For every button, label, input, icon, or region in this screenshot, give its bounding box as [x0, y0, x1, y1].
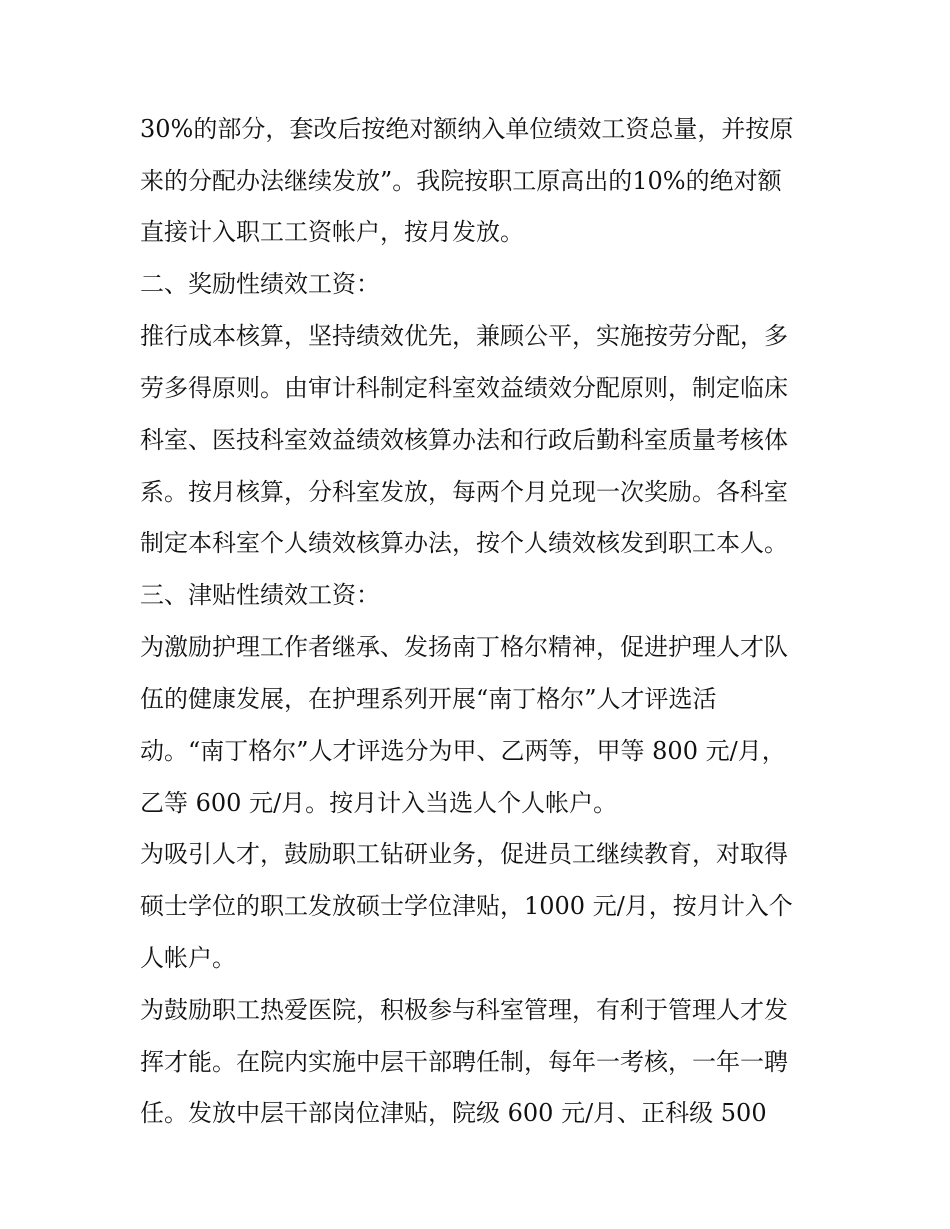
text-line: 人帐户。 — [140, 944, 236, 972]
text-line: 为鼓励职工热爱医院，积极参与科室管理，有利于管理人才发 — [140, 996, 788, 1024]
text-line: 硕士学位的职工发放硕士学位津贴，1000 元/月，按月计入个 — [140, 892, 793, 920]
text-line: 来的分配办法继续发放”。我院按职工原高出的10%的绝对额 — [140, 167, 782, 195]
text-line: 系。按月核算，分科室发放，每两个月兑现一次奖励。各科室 — [140, 478, 788, 506]
text-line: 劳多得原则。由审计科制定科室效益绩效分配原则，制定临床 — [140, 374, 788, 402]
text-line: 30%的部分，套改后按绝对额纳入单位绩效工资总量，并按原 — [140, 115, 794, 143]
text-line: 为吸引人才，鼓励职工钻研业务，促进员工继续教育，对取得 — [140, 840, 788, 868]
text-line: 科室、医技科室效益绩效核算办法和行政后勤科室质量考核体 — [140, 426, 788, 454]
text-line: 直接计入职工工资帐户，按月发放。 — [140, 218, 524, 246]
text-line: 伍的健康发展，在护理系列开展“南丁格尔”人才评选活 — [140, 685, 717, 713]
text-line: 制定本科室个人绩效核算办法，按个人绩效核发到职工本人。 — [140, 529, 788, 557]
text-line: 推行成本核算，坚持绩效优先，兼顾公平，实施按劳分配，多 — [140, 322, 788, 350]
text-line: 乙等 600 元/月。按月计入当选人个人帐户。 — [140, 789, 618, 817]
section-heading: 二、奖励性绩效工资： — [140, 270, 380, 298]
section-heading: 三、津贴性绩效工资： — [140, 581, 380, 609]
text-line: 任。发放中层干部岗位津贴，院级 600 元/月、正科级 500 — [140, 1099, 767, 1127]
text-line: 为激励护理工作者继承、发扬南丁格尔精神，促进护理人才队 — [140, 633, 788, 661]
text-line: 动。“南丁格尔”人才评选分为甲、乙两等，甲等 800 元/月， — [140, 737, 786, 765]
text-line: 挥才能。在院内实施中层干部聘任制，每年一考核，一年一聘 — [140, 1048, 788, 1076]
